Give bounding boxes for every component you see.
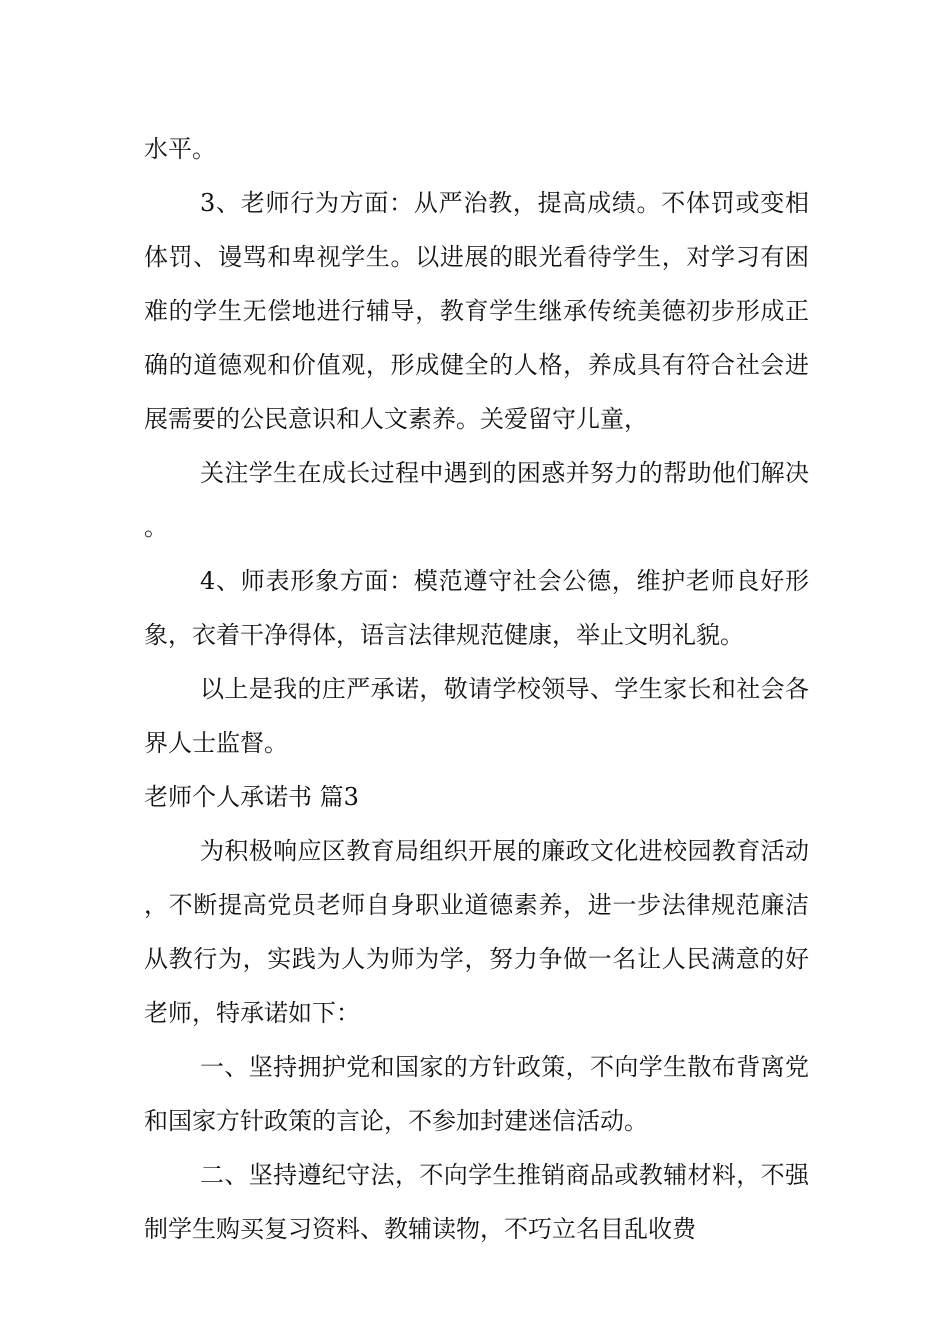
paragraph-section-intro: 为积极响应区教育局组织开展的廉政文化进校园教育活动，不断提高党员老师自身职业道德素养，进一步法律规范廉洁从教行为，实践为人为师为学，努力争做一名让人民满意的好老师，特承诺如下： bbox=[144, 837, 809, 1027]
paragraph-continuation: 水平。 bbox=[144, 135, 216, 163]
paragraph-closing-pledge: 以上是我的庄严承诺，敬请学校领导、学生家长和社会各界人士监督。 bbox=[144, 675, 809, 757]
paragraph-teacher-conduct: 3、老师行为方面：从严治教，提高成绩。不体罚或变相体罚、谩骂和卑视学生。以进展的眼光看待学生，对学习有困难的学生无偿地进行辅导，教育学生继承传统美德初步形成正确的道德观和价值观，形成健全的人格，养成具有符合社会进展需要的公民意识和人文素养。关爱留守儿童， bbox=[144, 189, 809, 433]
section-heading: 老师个人承诺书 篇3 bbox=[144, 783, 359, 811]
paragraph-pledge-one: 一、坚持拥护党和国家的方针政策，不向学生散布背离党和国家方针政策的言论，不参加封建迷信活动。 bbox=[144, 1053, 809, 1135]
paragraph-teacher-image: 4、师表形象方面：模范遵守社会公德，维护老师良好形象，衣着干净得体，语言法律规范健康，举止文明礼貌。 bbox=[144, 567, 809, 649]
paragraph-pledge-two: 二、坚持遵纪守法，不向学生推销商品或教辅材料，不强制学生购买复习资料、教辅读物，不巧立名目乱收费 bbox=[144, 1161, 809, 1243]
paragraph-student-care: 关注学生在成长过程中遇到的困惑并努力的帮助他们解决。 bbox=[144, 459, 809, 541]
document-body bbox=[144, 122, 809, 1256]
